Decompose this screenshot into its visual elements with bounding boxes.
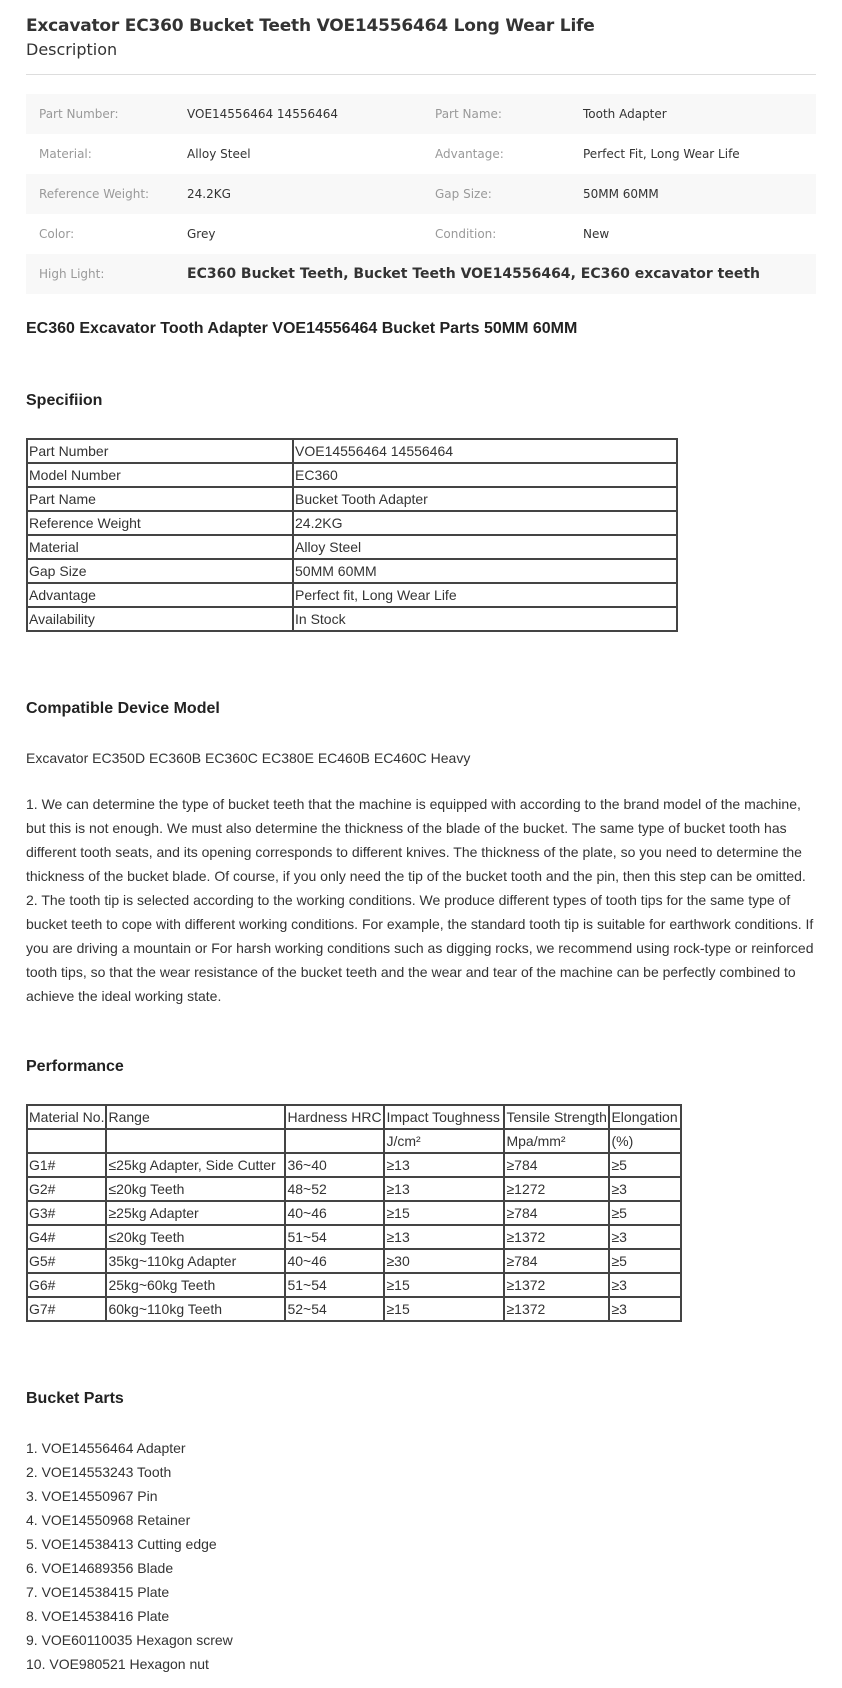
table-header-cell: Impact Toughness [384,1105,504,1129]
highlight-link[interactable]: EC360 excavator teeth [580,266,760,282]
attribute-row [26,174,816,214]
table-cell: 51~54 [285,1225,384,1249]
attribute-table [26,94,816,294]
table-cell: 25kg~60kg Teeth [106,1273,285,1297]
highlight-value [187,254,816,294]
table-row [27,1153,681,1177]
table-units-row [27,1129,681,1153]
table-row [27,1273,681,1297]
highlight-row [26,254,816,294]
attribute-label: Part Name: [435,94,583,134]
highlight-link[interactable]: Bucket Teeth VOE14556464 [353,266,571,282]
table-cell: 52~54 [285,1297,384,1321]
table-cell: J/cm² [384,1129,504,1153]
table-cell [106,1129,285,1153]
description-body [26,792,821,1008]
table-header-cell: Material No. [27,1105,106,1129]
table-cell: ≥784 [504,1153,609,1177]
table-cell: Part Number [27,439,293,463]
table-row [27,1297,681,1321]
table-row [27,583,677,607]
list-item: 4. VOE14550968 Retainer [26,1512,191,1528]
attribute-row [26,94,816,134]
product-heading: EC360 Excavator Tooth Adapter VOE14556464 Bucket Parts 50MM 60MM [26,320,578,337]
attribute-label: Reference Weight: [26,174,187,214]
divider [26,74,816,75]
table-cell: 24.2KG [293,511,677,535]
table-cell: ≥13 [384,1153,504,1177]
table-row [27,1201,681,1225]
table-header-cell: Range [106,1105,285,1129]
list-item: 9. VOE60110035 Hexagon screw [26,1632,233,1648]
attribute-label: Condition: [435,227,497,241]
table-cell: G2# [27,1177,106,1201]
table-header-cell: Elongation [609,1105,681,1129]
attribute-label: Part Number: [26,94,187,134]
table-cell: ≥15 [384,1201,504,1225]
page-title: Excavator EC360 Bucket Teeth VOE14556464 Long Wear Life [26,16,595,36]
table-cell: G1# [27,1153,106,1177]
table-cell: ≥1372 [504,1273,609,1297]
table-cell: Material [27,535,293,559]
table-cell: ≥25kg Adapter [106,1201,285,1225]
list-item: 6. VOE14689356 Blade [26,1560,174,1576]
table-cell [285,1129,384,1153]
attribute-value: Tooth Adapter [583,94,816,134]
table-cell: ≥1272 [504,1177,609,1201]
table-cell: ≥1372 [504,1297,609,1321]
table-cell: Advantage [27,583,293,607]
table-cell: ≥15 [384,1273,504,1297]
table-cell: 51~54 [285,1273,384,1297]
description-subtitle: Description [26,40,118,59]
table-cell: G7# [27,1297,106,1321]
table-cell: G3# [27,1201,106,1225]
performance-heading: Performance [26,1058,124,1075]
table-row [27,559,677,583]
attribute-row [26,134,816,174]
table-cell: 50MM 60MM [293,559,677,583]
table-cell: ≥3 [609,1273,681,1297]
table-cell: G4# [27,1225,106,1249]
attribute-label: Gap Size: [435,174,583,214]
bucket-parts-list [26,1436,233,1676]
table-cell: ≤20kg Teeth [106,1225,285,1249]
table-cell: ≥3 [609,1297,681,1321]
list-item: 10. VOE980521 Hexagon nut [26,1656,209,1672]
table-cell: ≥30 [384,1249,504,1273]
table-cell: Alloy Steel [293,535,677,559]
highlight-separator: , [570,266,581,282]
performance-table [26,1104,682,1322]
list-item: 5. VOE14538413 Cutting edge [26,1536,217,1552]
table-cell: (%) [609,1129,681,1153]
table-cell: Reference Weight [27,511,293,535]
bucket-parts-heading: Bucket Parts [26,1390,124,1407]
attribute-row [26,214,816,254]
table-cell: 60kg~110kg Teeth [106,1297,285,1321]
table-cell: In Stock [293,607,677,631]
list-item: 1. VOE14556464 Adapter [26,1440,186,1456]
attribute-value: 24.2KG [187,174,435,214]
table-cell: ≥5 [609,1201,681,1225]
table-cell: ≥5 [609,1153,681,1177]
table-cell: ≥784 [504,1201,609,1225]
highlight-link[interactable]: EC360 Bucket Teeth [187,266,344,282]
highlight-label: High Light: [26,254,187,294]
table-row [27,535,677,559]
attribute-value: Perfect Fit, Long Wear Life [583,147,740,161]
table-cell: ≥784 [504,1249,609,1273]
table-cell: G5# [27,1249,106,1273]
attribute-label: Advantage: [435,147,504,161]
list-item: 2. VOE14553243 Tooth [26,1464,172,1480]
attribute-label: Color: [39,227,75,241]
table-row [27,607,677,631]
table-row [27,1177,681,1201]
table-header-cell: Hardness HRC [285,1105,384,1129]
table-cell: 40~46 [285,1249,384,1273]
table-cell: ≥13 [384,1177,504,1201]
table-cell: ≥15 [384,1297,504,1321]
table-row [27,1225,681,1249]
table-cell: 48~52 [285,1177,384,1201]
list-item: 8. VOE14538416 Plate [26,1608,170,1624]
table-row [27,1249,681,1273]
attribute-label: Material: [39,147,92,161]
compatible-heading: Compatible Device Model [26,700,220,717]
table-row [27,439,677,463]
spec-heading: Specifiion [26,392,103,409]
table-cell: ≤20kg Teeth [106,1177,285,1201]
table-cell: Mpa/mm² [504,1129,609,1153]
table-cell: Part Name [27,487,293,511]
table-cell: EC360 [293,463,677,487]
table-cell: ≥3 [609,1177,681,1201]
spec-table [26,438,678,632]
table-cell: Bucket Tooth Adapter [293,487,677,511]
description-paragraph: 1. We can determine the type of bucket teeth that the machine is equipped with according to the brand model of the machine, but this is not enough. We must also determine the thickness of the blade of the bucket. The same type of bucket tooth has different tooth seats, and its opening corresponds to different knives. The thickness of the plate, so you need to determine the thickness of the bucket blade. Of course, if you only need the tip of the bucket tooth and the pin, then this step can be omitted. [26,796,806,884]
table-cell: ≤25kg Adapter, Side Cutter [106,1153,285,1177]
table-cell: ≥13 [384,1225,504,1249]
table-header-cell: Tensile Strength [504,1105,609,1129]
table-cell [27,1129,106,1153]
table-row [27,463,677,487]
table-cell: VOE14556464 14556464 [293,439,677,463]
table-cell: 40~46 [285,1201,384,1225]
list-item: 3. VOE14550967 Pin [26,1488,158,1504]
attribute-value: VOE14556464 14556464 [187,94,435,134]
table-cell: Model Number [27,463,293,487]
highlight-separator: , [343,266,354,282]
table-cell: ≥5 [609,1249,681,1273]
compatible-models: Excavator EC350D EC360B EC360C EC380E EC460B EC460C Heavy [26,750,471,766]
table-cell: 36~40 [285,1153,384,1177]
table-cell: 35kg~110kg Adapter [106,1249,285,1273]
table-cell: G6# [27,1273,106,1297]
list-item: 7. VOE14538415 Plate [26,1584,170,1600]
table-header-row [27,1105,681,1129]
table-row [27,511,677,535]
table-cell: ≥3 [609,1225,681,1249]
table-row [27,487,677,511]
attribute-value: Alloy Steel [187,147,251,161]
attribute-value: New [583,227,610,241]
table-cell: Perfect fit, Long Wear Life [293,583,677,607]
description-paragraph: 2. The tooth tip is selected according to the working conditions. We produce different types of tooth tips for the same type of bucket teeth to cope with different working conditions. For example, the standard tooth tip is suitable for earthwork conditions. If you are driving a mountain or For harsh working conditions such as digging rocks, we recommend using rock-type or reinforced tooth tips, so that the wear resistance of the bucket teeth and the wear and tear of the machine can be perfectly combined to achieve the ideal working state. [26,892,814,1004]
table-cell: Gap Size [27,559,293,583]
attribute-value: 50MM 60MM [583,174,816,214]
table-cell: Availability [27,607,293,631]
attribute-value: Grey [187,227,216,241]
table-cell: ≥1372 [504,1225,609,1249]
